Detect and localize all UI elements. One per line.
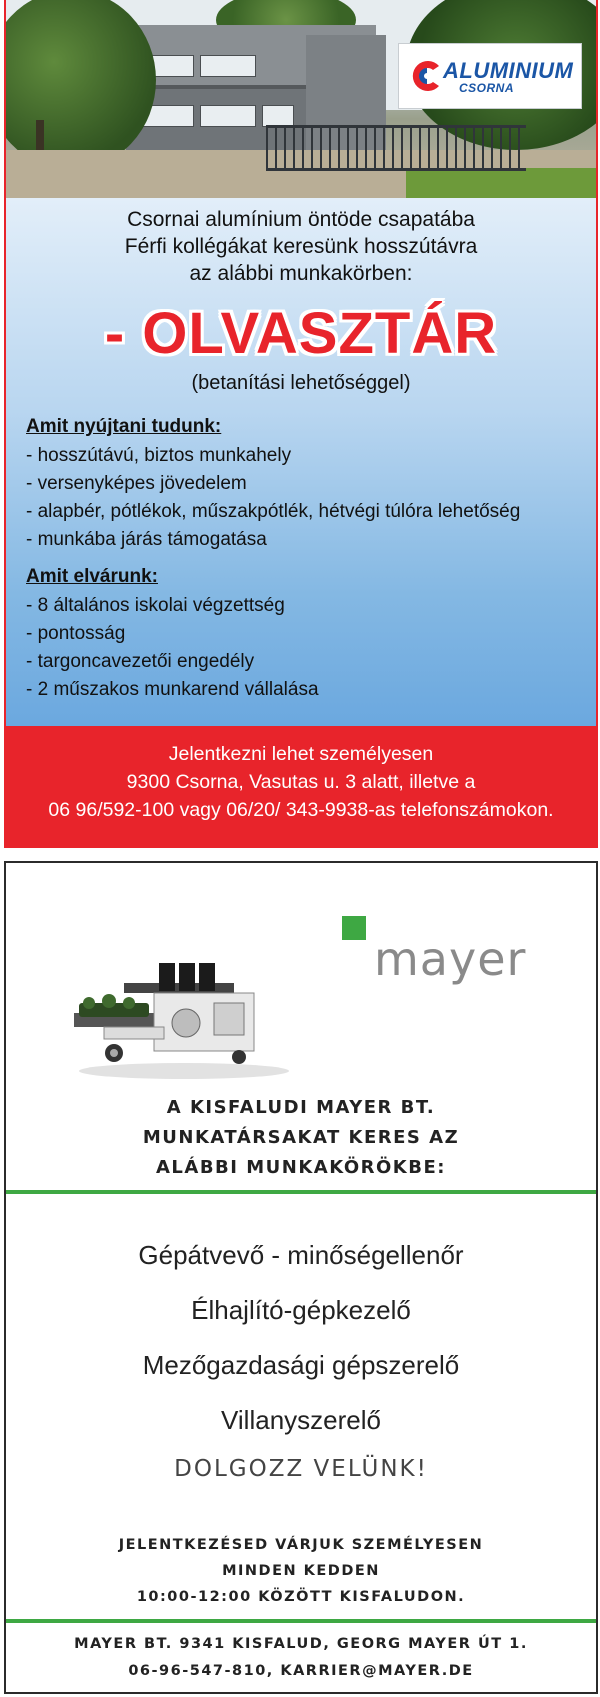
mayer-heading-line: MUNKATÁRSAKAT KERES AZ bbox=[142, 1127, 460, 1148]
apply-line: JELENTKEZÉSED VÁRJUK SZEMÉLYESEN bbox=[118, 1537, 484, 1553]
mayer-heading-line: A KISFALUDI MAYER BT. bbox=[166, 1097, 436, 1118]
list-item: - pontosság bbox=[26, 623, 126, 644]
job-item: Mezőgazdasági gépszerelő bbox=[142, 1350, 460, 1380]
position-note: (betanítási lehetőséggel) bbox=[191, 372, 411, 394]
position-title: - OLVASZTÁR bbox=[104, 301, 498, 366]
contact-line: 06 96/592-100 vagy 06/20/ 343-9938-as telefonszámokon. bbox=[48, 799, 554, 821]
list-item: - alapbér, pótlékok, műszakpótlék, hétvégi túlóra lehetőség bbox=[26, 501, 521, 522]
logo-sub: CSORNA bbox=[459, 81, 515, 95]
expect-title: Amit elvárunk: bbox=[26, 566, 158, 587]
contact-line: 9300 Csorna, Vasutas u. 3 alatt, illetve a bbox=[126, 771, 476, 793]
job-item: Villanyszerelő bbox=[221, 1405, 381, 1435]
intro-line: Csornai alumínium öntöde csapatába bbox=[127, 208, 475, 231]
factory-photo bbox=[6, 0, 596, 198]
contact-line: 06-96-547-810, KARRIER@MAYER.DE bbox=[128, 1663, 474, 1679]
job-item: Élhajlító-gépkezelő bbox=[191, 1295, 411, 1325]
divider bbox=[6, 1619, 596, 1623]
apply-line: 10:00-12:00 KÖZÖTT KISFALUDON. bbox=[136, 1589, 466, 1605]
offer-title: Amit nyújtani tudunk: bbox=[26, 416, 222, 437]
logo-name: ALUMINIUM bbox=[443, 58, 574, 83]
intro-line: Férfi kollégákat keresünk hosszútávra bbox=[124, 235, 478, 258]
offer-list bbox=[26, 442, 520, 554]
expect-list bbox=[26, 592, 319, 704]
green-square-icon bbox=[342, 916, 366, 940]
divider bbox=[6, 1190, 596, 1194]
list-item: - targoncavezetői engedély bbox=[26, 651, 255, 672]
list-item: - 8 általános iskolai végzettség bbox=[26, 595, 285, 616]
address-line: MAYER BT. 9341 KISFALUD, GEORG MAYER ÚT 1. bbox=[74, 1636, 528, 1652]
list-item: - hosszútávú, biztos munkahely bbox=[26, 445, 292, 466]
job-details-panel bbox=[6, 198, 596, 726]
mayer-ad bbox=[4, 861, 598, 1694]
aluminium-csorna-logo bbox=[398, 43, 582, 109]
agricultural-machine-image bbox=[64, 953, 294, 1083]
list-item: - 2 műszakos munkarend vállalása bbox=[26, 679, 319, 700]
gate-fence bbox=[266, 125, 526, 171]
intro-text bbox=[6, 206, 596, 287]
tagline: DOLGOZZ VELÜNK! bbox=[174, 1456, 428, 1482]
contact-banner bbox=[6, 726, 596, 846]
mayer-heading-line: ALÁBBI MUNKAKÖRÖKBE: bbox=[156, 1157, 446, 1178]
job-item: Gépátvevő - minőségellenőr bbox=[138, 1240, 464, 1270]
list-item: - munkába járás támogatása bbox=[26, 529, 267, 550]
mayer-wordmark: mayer bbox=[374, 932, 527, 986]
list-item: - versenyképes jövedelem bbox=[26, 473, 247, 494]
contact-line: Jelentkezni lehet személyesen bbox=[168, 743, 434, 765]
apply-line: MINDEN KEDDEN bbox=[222, 1563, 380, 1579]
job-list bbox=[6, 1228, 596, 1448]
intro-line: az alábbi munkakörben: bbox=[189, 262, 413, 285]
c-logo-icon bbox=[409, 58, 445, 94]
aluminium-csorna-ad bbox=[4, 0, 598, 848]
